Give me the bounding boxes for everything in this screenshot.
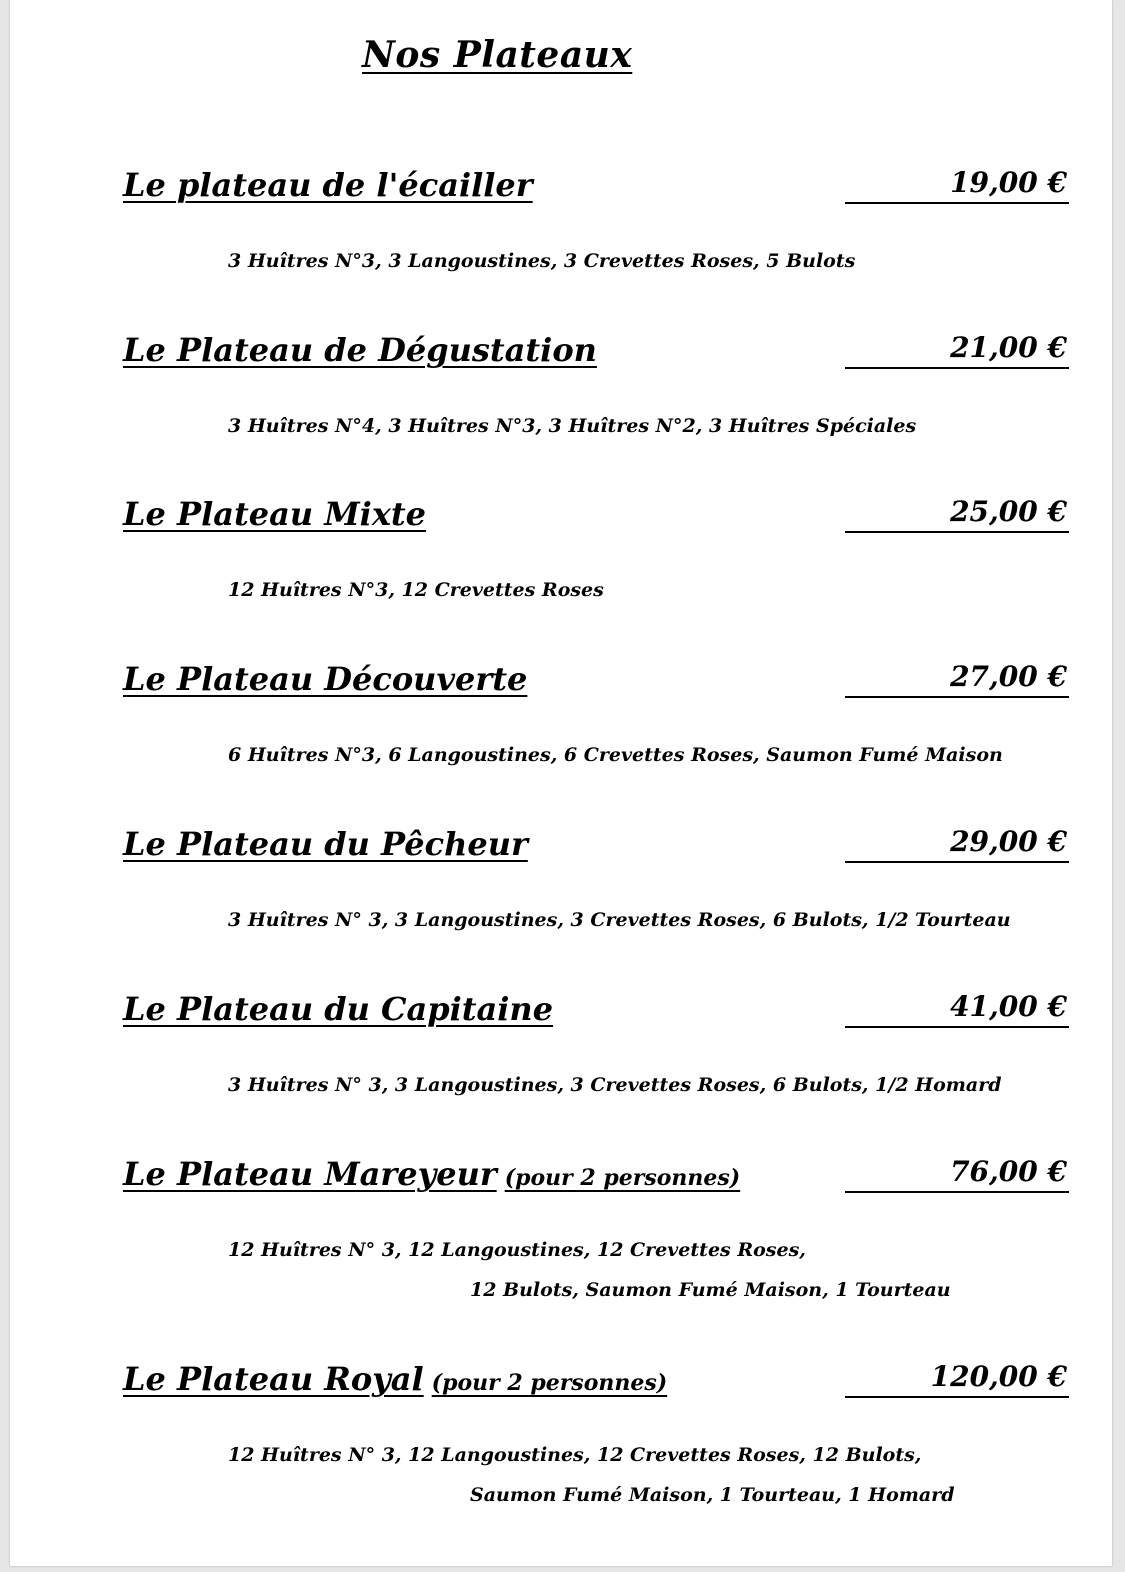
menu-item-note: (pour 2 personnes) <box>504 1165 741 1191</box>
menu-item-price: 21,00 € <box>950 331 1067 364</box>
menu-item-description: 3 Huîtres N° 3, 3 Langoustines, 3 Crevettes Roses, 6 Bulots, 1/2 Tourteau <box>228 909 1011 931</box>
menu-item-name <box>123 166 533 204</box>
menu-item-description-continued: Saumon Fumé Maison, 1 Tourteau, 1 Homard <box>470 1484 955 1506</box>
price-leader-line <box>845 1191 1069 1193</box>
menu-item-name-text: Le Plateau Mixte <box>123 495 427 533</box>
page-title: Nos Plateaux <box>362 34 633 76</box>
menu-item-description: 3 Huîtres N° 3, 3 Langoustines, 3 Crevettes Roses, 6 Bulots, 1/2 Homard <box>228 1074 1002 1096</box>
menu-item-decouverte <box>10 660 1112 810</box>
menu-item-price: 76,00 € <box>950 1155 1067 1188</box>
menu-item-price: 27,00 € <box>950 660 1067 693</box>
menu-item-price: 120,00 € <box>930 1360 1067 1393</box>
menu-item-degustation <box>10 331 1112 481</box>
price-leader-line <box>845 531 1069 533</box>
menu-item-price: 29,00 € <box>950 825 1067 858</box>
menu-item-name-text: Le Plateau Mareyeur <box>123 1155 497 1193</box>
menu-item-name <box>123 1155 740 1193</box>
price-leader-line <box>845 696 1069 698</box>
price-leader-line <box>845 861 1069 863</box>
menu-item-description: 12 Huîtres N°3, 12 Crevettes Roses <box>228 579 604 601</box>
menu-item-price: 25,00 € <box>950 495 1067 528</box>
price-leader-line <box>845 1026 1069 1028</box>
menu-item-description: 6 Huîtres N°3, 6 Langoustines, 6 Crevettes Roses, Saumon Fumé Maison <box>228 744 1003 766</box>
menu-item-description: 12 Huîtres N° 3, 12 Langoustines, 12 Crevettes Roses, 12 Bulots, <box>228 1444 922 1466</box>
menu-item-name <box>123 1360 667 1398</box>
menu-item-name <box>123 825 528 863</box>
menu-item-name <box>123 331 597 369</box>
menu-item-price: 41,00 € <box>950 990 1067 1023</box>
menu-item-ecailler <box>10 166 1112 316</box>
menu-item-capitaine <box>10 990 1112 1140</box>
menu-item-description: 3 Huîtres N°3, 3 Langoustines, 3 Crevettes Roses, 5 Bulots <box>228 250 856 272</box>
menu-item-description: 12 Huîtres N° 3, 12 Langoustines, 12 Crevettes Roses, <box>228 1239 806 1261</box>
menu-item-name-text: Le Plateau du Capitaine <box>123 990 554 1028</box>
menu-item-description: 3 Huîtres N°4, 3 Huîtres N°3, 3 Huîtres N°2, 3 Huîtres Spéciales <box>228 415 917 437</box>
price-leader-line <box>845 1396 1069 1398</box>
menu-item-mareyeur <box>10 1155 1112 1305</box>
menu-item-price: 19,00 € <box>950 166 1067 199</box>
menu-item-name-text: Le Plateau Découverte <box>123 660 528 698</box>
menu-page <box>10 0 1112 1566</box>
menu-item-name-text: Le plateau de l'écailler <box>123 166 533 204</box>
menu-item-name <box>123 495 426 533</box>
menu-item-name <box>123 660 527 698</box>
menu-item-description-continued: 12 Bulots, Saumon Fumé Maison, 1 Tourteau <box>470 1279 951 1301</box>
price-leader-line <box>845 367 1069 369</box>
menu-item-royal <box>10 1360 1112 1510</box>
menu-item-mixte <box>10 495 1112 645</box>
menu-item-pecheur <box>10 825 1112 975</box>
menu-item-name-text: Le Plateau Royal <box>123 1360 424 1398</box>
menu-item-name-text: Le Plateau du Pêcheur <box>123 825 528 863</box>
menu-item-name-text: Le Plateau de Dégustation <box>123 331 597 369</box>
menu-item-note: (pour 2 personnes) <box>431 1370 668 1396</box>
price-leader-line <box>845 202 1069 204</box>
menu-item-name <box>123 990 553 1028</box>
